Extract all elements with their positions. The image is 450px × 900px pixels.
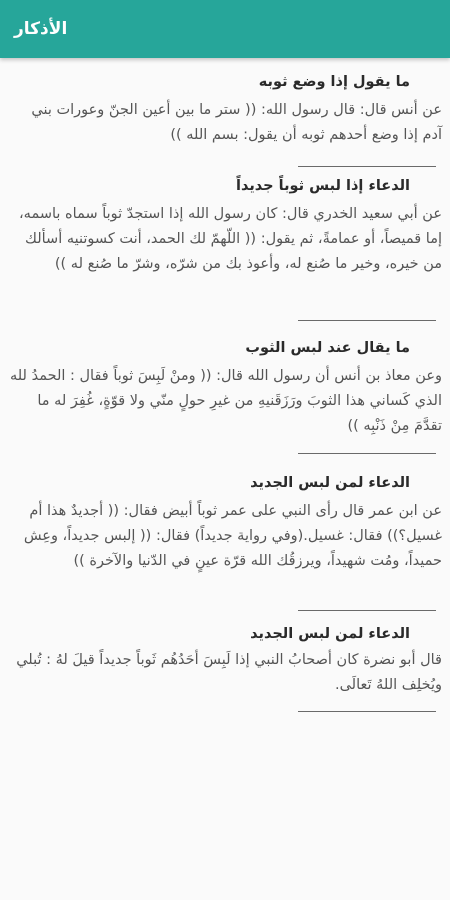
entry-divider — [298, 453, 436, 454]
entry-divider — [298, 166, 436, 167]
entry-text: قال أبو نضرة كان أصحابُ النبي إذا لَبِسَ أحَدُهُم ثَوباً جديداً قيلَ لهُ : تُبلي ويُخلِف اللهُ تَعالَى. — [16, 652, 442, 693]
dhikr-entry — [0, 58, 450, 169]
entry-title: الدعاء لمن لبس الجديد — [250, 626, 410, 642]
entry-text: عن أنس قال: قال رسول الله: (( ستر ما بين أعين الجنّ وعورات بني آدم إذا وضع أحدهم ثوبه أن يقول: بسم الله )) — [31, 102, 442, 143]
dhikr-entry — [0, 169, 450, 328]
entry-divider — [298, 610, 436, 611]
dhikr-entry — [0, 467, 450, 614]
entry-text: وعن معاذ بن أنس أن رسول الله قال: (( ومنْ لَبِسَ ثوباً فقال : الحمدُ لله الذي كَساني هذا الثوبَ ورَزَقَنيهِ من غيرِ حولٍ منّي ولا قوّةٍ، غُفِرَ له ما تقدَّمَ مِنْ ذَنْبِه )) — [9, 368, 442, 434]
entry-title: ما يقول إذا وضع ثوبه — [258, 74, 410, 90]
entry-text: عن أبي سعيد الخدري قال: كان رسول الله إذا استجدّ ثوباً سماه باسمه، إما قميصاً، أو عمامةً، ثم يقول: (( اللّهمّ لك الحمد، أنت كسوتنيه أسألك من خيره، وخير ما صُنع له، وأعوذ بك من شرّه، وشرّ ما صُنع له )) — [19, 206, 442, 272]
entry-title: ما يقال عند لبس الثوب — [245, 340, 410, 356]
app-title: الأذكار — [14, 19, 68, 39]
entry-title: الدعاء لمن لبس الجديد — [250, 475, 410, 491]
entry-divider — [298, 711, 436, 712]
entry-divider — [298, 320, 436, 321]
app-bar — [0, 0, 450, 58]
dhikr-entry — [0, 614, 450, 764]
dhikr-entry — [0, 328, 450, 467]
entry-text: عن ابن عمر قال رأى النبي على عمر ثوباً أبيض فقال: (( أجديدٌ هذا أم غسيل؟)) فقال: غسيل.(وفي رواية جديداً) فقال: (( إلبس جديداً، وعِش حميداً، ومُت شهيداً، ويرزقُك الله قرّة عينٍ في الدّنيا والآخرة )) — [23, 503, 442, 569]
adhkar-list[interactable] — [0, 58, 450, 900]
entry-title: الدعاء إذا لبس ثوباً جديداً — [235, 178, 410, 194]
